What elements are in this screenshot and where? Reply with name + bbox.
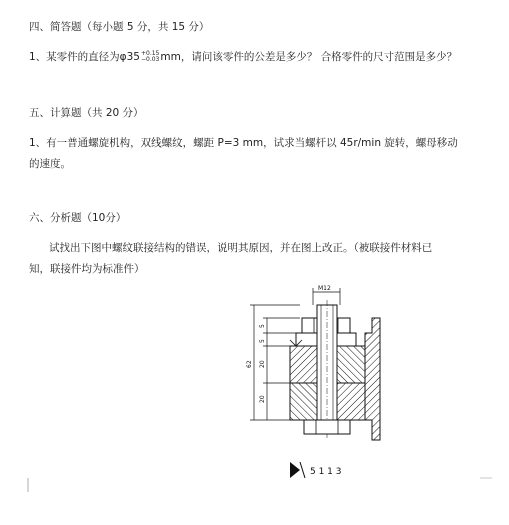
label-m12: M12 [318,285,331,292]
bolt-head [304,420,350,434]
upper-plate-left [290,346,317,383]
label-20-a: 20 [259,360,266,368]
section-5-question-1-line-2: 的速度。 [29,158,71,170]
lower-plate-right [337,383,365,420]
label-5-top: 5 [259,324,266,328]
label-20-b: 20 [259,395,266,403]
section-6-prompt-line-2: 知，联接件均为标准件） [29,263,145,275]
section-6-prompt-line-1: 试找出下图中螺纹联接结构的错误，说明其原因，并在图上改正。（被联接件材料已 [49,242,433,254]
label-62: 62 [246,360,253,368]
upper-plate-right [337,346,365,383]
section-4-heading: 四、简答题（每小题 5 分，共 15 分） [29,21,210,33]
question-1-prefix: 1、某零件的直径为φ35 [29,51,140,63]
question-1-suffix: mm，请问该零件的公差是多少？ 合格零件的尺寸范围是多少？ [160,51,458,63]
tolerance-upper: +0.15 [140,50,160,57]
lower-plate-left [290,383,317,420]
housing-wall [365,318,380,440]
tolerance-lower: −0.03 [140,56,160,63]
section-5-question-1-line-1: 1、有一普通螺旋机构，双线螺纹，螺距 P=3 mm，试求当螺杆以 45r/min 旋转，螺母移动 [29,137,458,149]
section-6-heading: 六、分析题（10分） [29,212,127,224]
bottom-fragment-text: 5 1 1 3 [310,467,342,477]
section-5-heading: 五、计算题（共 20 分） [29,107,144,119]
label-5-mid: 5 [259,339,266,343]
bottom-fragment-shape [290,462,300,478]
